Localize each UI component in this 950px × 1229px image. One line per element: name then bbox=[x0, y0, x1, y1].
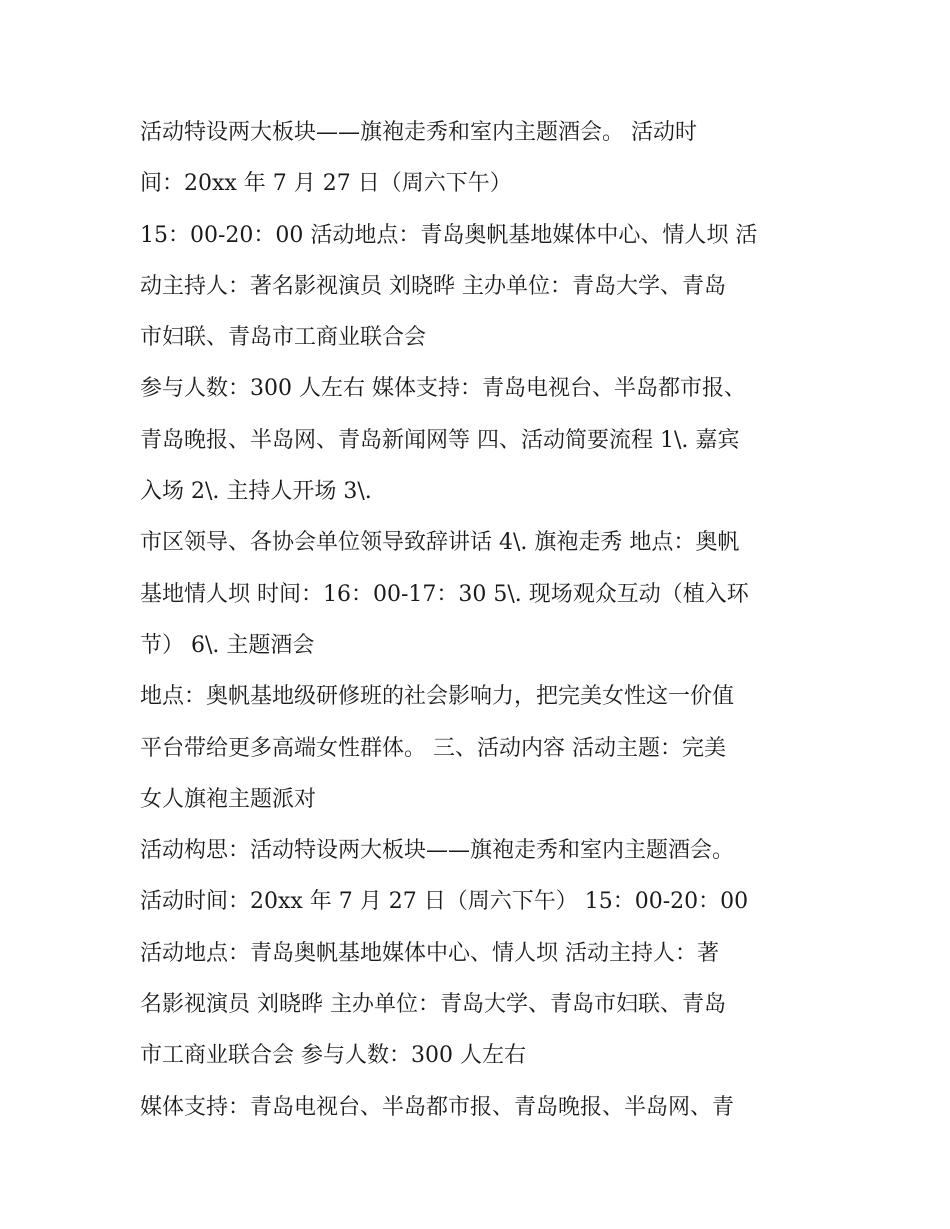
text-line: 动主持人：著名影视演员 刘晓晔 主办单位：青岛大学、青岛 bbox=[140, 273, 726, 299]
text-line: 活动构思：活动特设两大板块——旗袍走秀和室内主题酒会。 bbox=[140, 838, 735, 864]
text-line: 节） 6\. 主题酒会 bbox=[140, 632, 315, 658]
text-line: 间：20xx 年 7 月 27 日（周六下午） bbox=[140, 171, 512, 197]
text-line: 基地情人坝 时间：16：00-17：30 5\. 现场观众互动（植入环 bbox=[140, 581, 749, 607]
text-line: 媒体支持：青岛电视台、半岛都市报、青岛晚报、半岛网、青 bbox=[140, 1094, 735, 1120]
text-line: 入场 2\. 主持人开场 3\. bbox=[140, 479, 372, 505]
text-line: 参与人数：300 人左右 媒体支持：青岛电视台、半岛都市报、 bbox=[140, 376, 746, 402]
text-line: 市工商业联合会 参与人数：300 人左右 bbox=[140, 1043, 526, 1069]
text-line: 活动特设两大板块——旗袍走秀和室内主题酒会。 活动时 bbox=[140, 120, 697, 145]
text-line: 市区领导、各协会单位领导致辞讲话 4\. 旗袍走秀 地点：奥帆 bbox=[140, 530, 740, 556]
text-line: 地点：奥帆基地级研修班的社会影响力，把完美女性这一价值 bbox=[140, 684, 735, 710]
text-line: 活动地点：青岛奥帆基地媒体中心、情人坝 活动主持人：著 bbox=[140, 940, 719, 966]
text-line: 青岛晚报、半岛网、青岛新闻网等 四、活动简要流程 1\. 嘉宾 bbox=[140, 427, 740, 453]
text-line: 平台带给更多高端女性群体。 三、活动内容 活动主题：完美 bbox=[140, 735, 726, 761]
text-line: 活动时间：20xx 年 7 月 27 日（周六下午） 15：00-20：00 bbox=[140, 889, 749, 915]
text-line: 15：00-20：00 活动地点：青岛奥帆基地媒体中心、情人坝 活 bbox=[140, 222, 758, 248]
document-body bbox=[140, 107, 840, 1133]
text-line: 女人旗袍主题派对 bbox=[140, 786, 317, 812]
text-line: 名影视演员 刘晓晔 主办单位：青岛大学、青岛市妇联、青岛 bbox=[140, 992, 726, 1018]
text-line: 市妇联、青岛市工商业联合会 bbox=[140, 325, 427, 351]
